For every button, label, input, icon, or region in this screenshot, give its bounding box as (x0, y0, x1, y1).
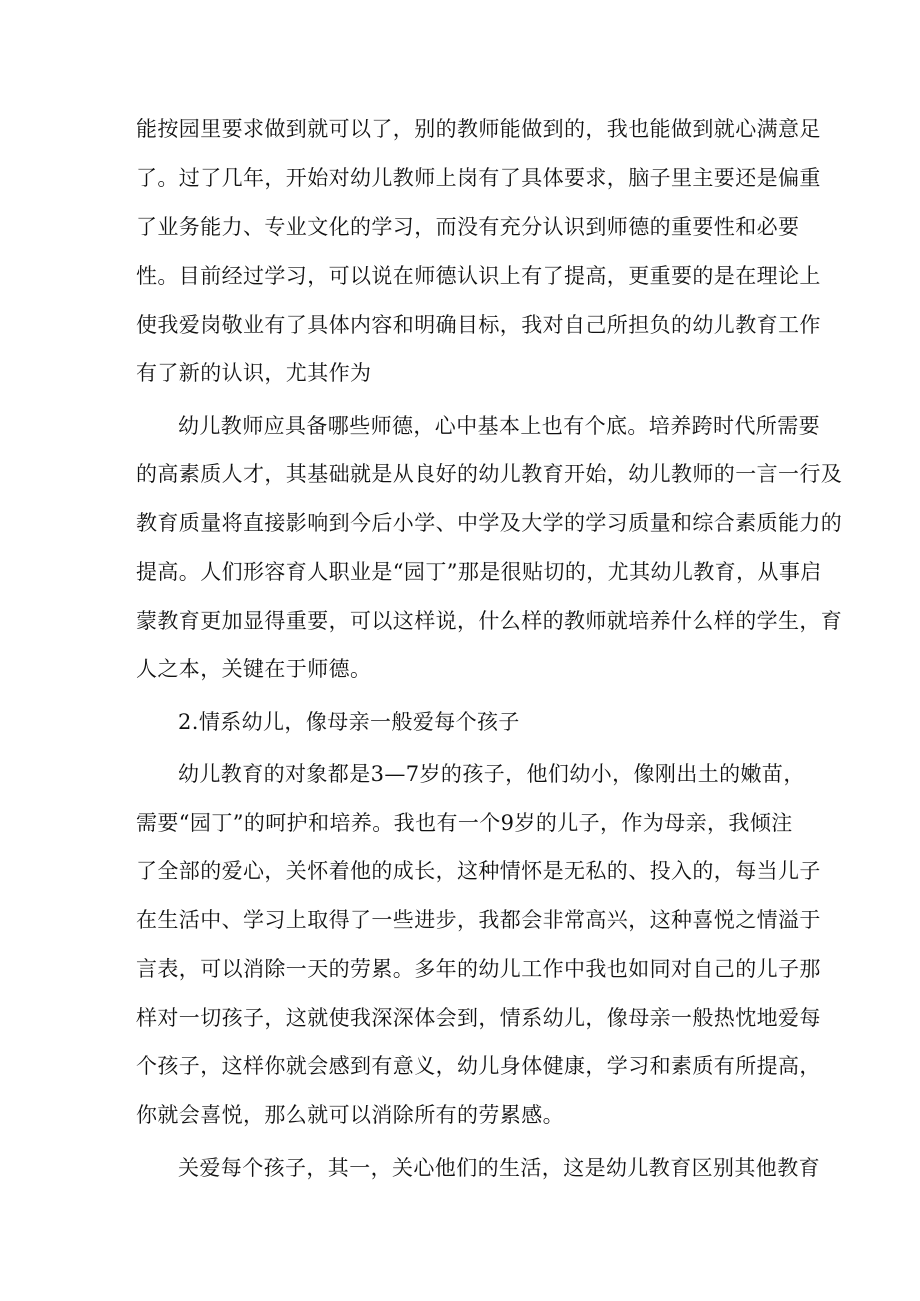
text-line: 性。目前经过学习，可以说在师德认识上有了提高，更重要的是在理论上 (136, 264, 821, 288)
text-line: 了业务能力、专业文化的学习，而没有充分认识到师德的重要性和必要 (136, 215, 800, 239)
text-line: 人之本，关键在于师德。 (136, 657, 372, 681)
text-line: 能按园里要求做到就可以了，别的教师能做到的，我也能做到就心满意足 (136, 117, 821, 141)
text-line: 使我爱岗敬业有了具体内容和明确目标，我对自己所担负的幼儿教育工作 (136, 313, 821, 337)
text-line: 需要“园丁”的呵护和培养。我也有一个9岁的儿子，作为母亲，我倾注 (136, 811, 793, 835)
text-line: 个孩子，这样你就会感到有意义，幼儿身体健康，学习和素质有所提高， (136, 1054, 821, 1078)
text-line: 在生活中、学习上取得了一些进步，我都会非常高兴，这种喜悦之情溢于 (136, 908, 821, 932)
paragraph-start: 幼儿教师应具备哪些师德，心中基本上也有个底。培养跨时代所需要 (178, 414, 820, 438)
text-line: 教育质量将直接影响到今后小学、中学及大学的学习质量和综合素质能力的 (136, 511, 843, 535)
text-line: 的高素质人才，其基础就是从良好的幼儿教育开始，幼儿教师的一言一行及 (136, 462, 843, 486)
text-line: 有了新的认识，尤其作为 (136, 361, 372, 385)
paragraph-start: 幼儿教育的对象都是3—7岁的孩子，他们幼小，像刚出土的嫩苗， (178, 762, 805, 786)
text-line: 你就会喜悦，那么就可以消除所有的劳累感。 (136, 1103, 564, 1127)
text-line: 样对一切孩子，这就使我深深体会到，情系幼儿，像母亲一般热忱地爱每 (136, 1006, 821, 1030)
text-line: 了。过了几年，开始对幼儿教师上岗有了具体要求，脑子里主要还是偏重 (136, 166, 821, 190)
paragraph-start: 关爱每个孩子，其一，关心他们的生活，这是幼儿教育区别其他教育 (178, 1156, 820, 1180)
text-line: 提高。人们形容育人职业是“园丁”那是很贴切的，尤其幼儿教育，从事启 (136, 560, 822, 584)
text-line: 蒙教育更加显得重要，可以这样说，什么样的教师就培养什么样的学生，育 (136, 609, 843, 633)
text-line: 了全部的爱心，关怀着他的成长，这种情怀是无私的、投入的，每当儿子 (136, 859, 821, 883)
section-heading: 2.情系幼儿，像母亲一般爱每个孩子 (178, 710, 520, 734)
text-line: 言表，可以消除一天的劳累。多年的幼儿工作中我也如同对自己的儿子那 (136, 957, 821, 981)
